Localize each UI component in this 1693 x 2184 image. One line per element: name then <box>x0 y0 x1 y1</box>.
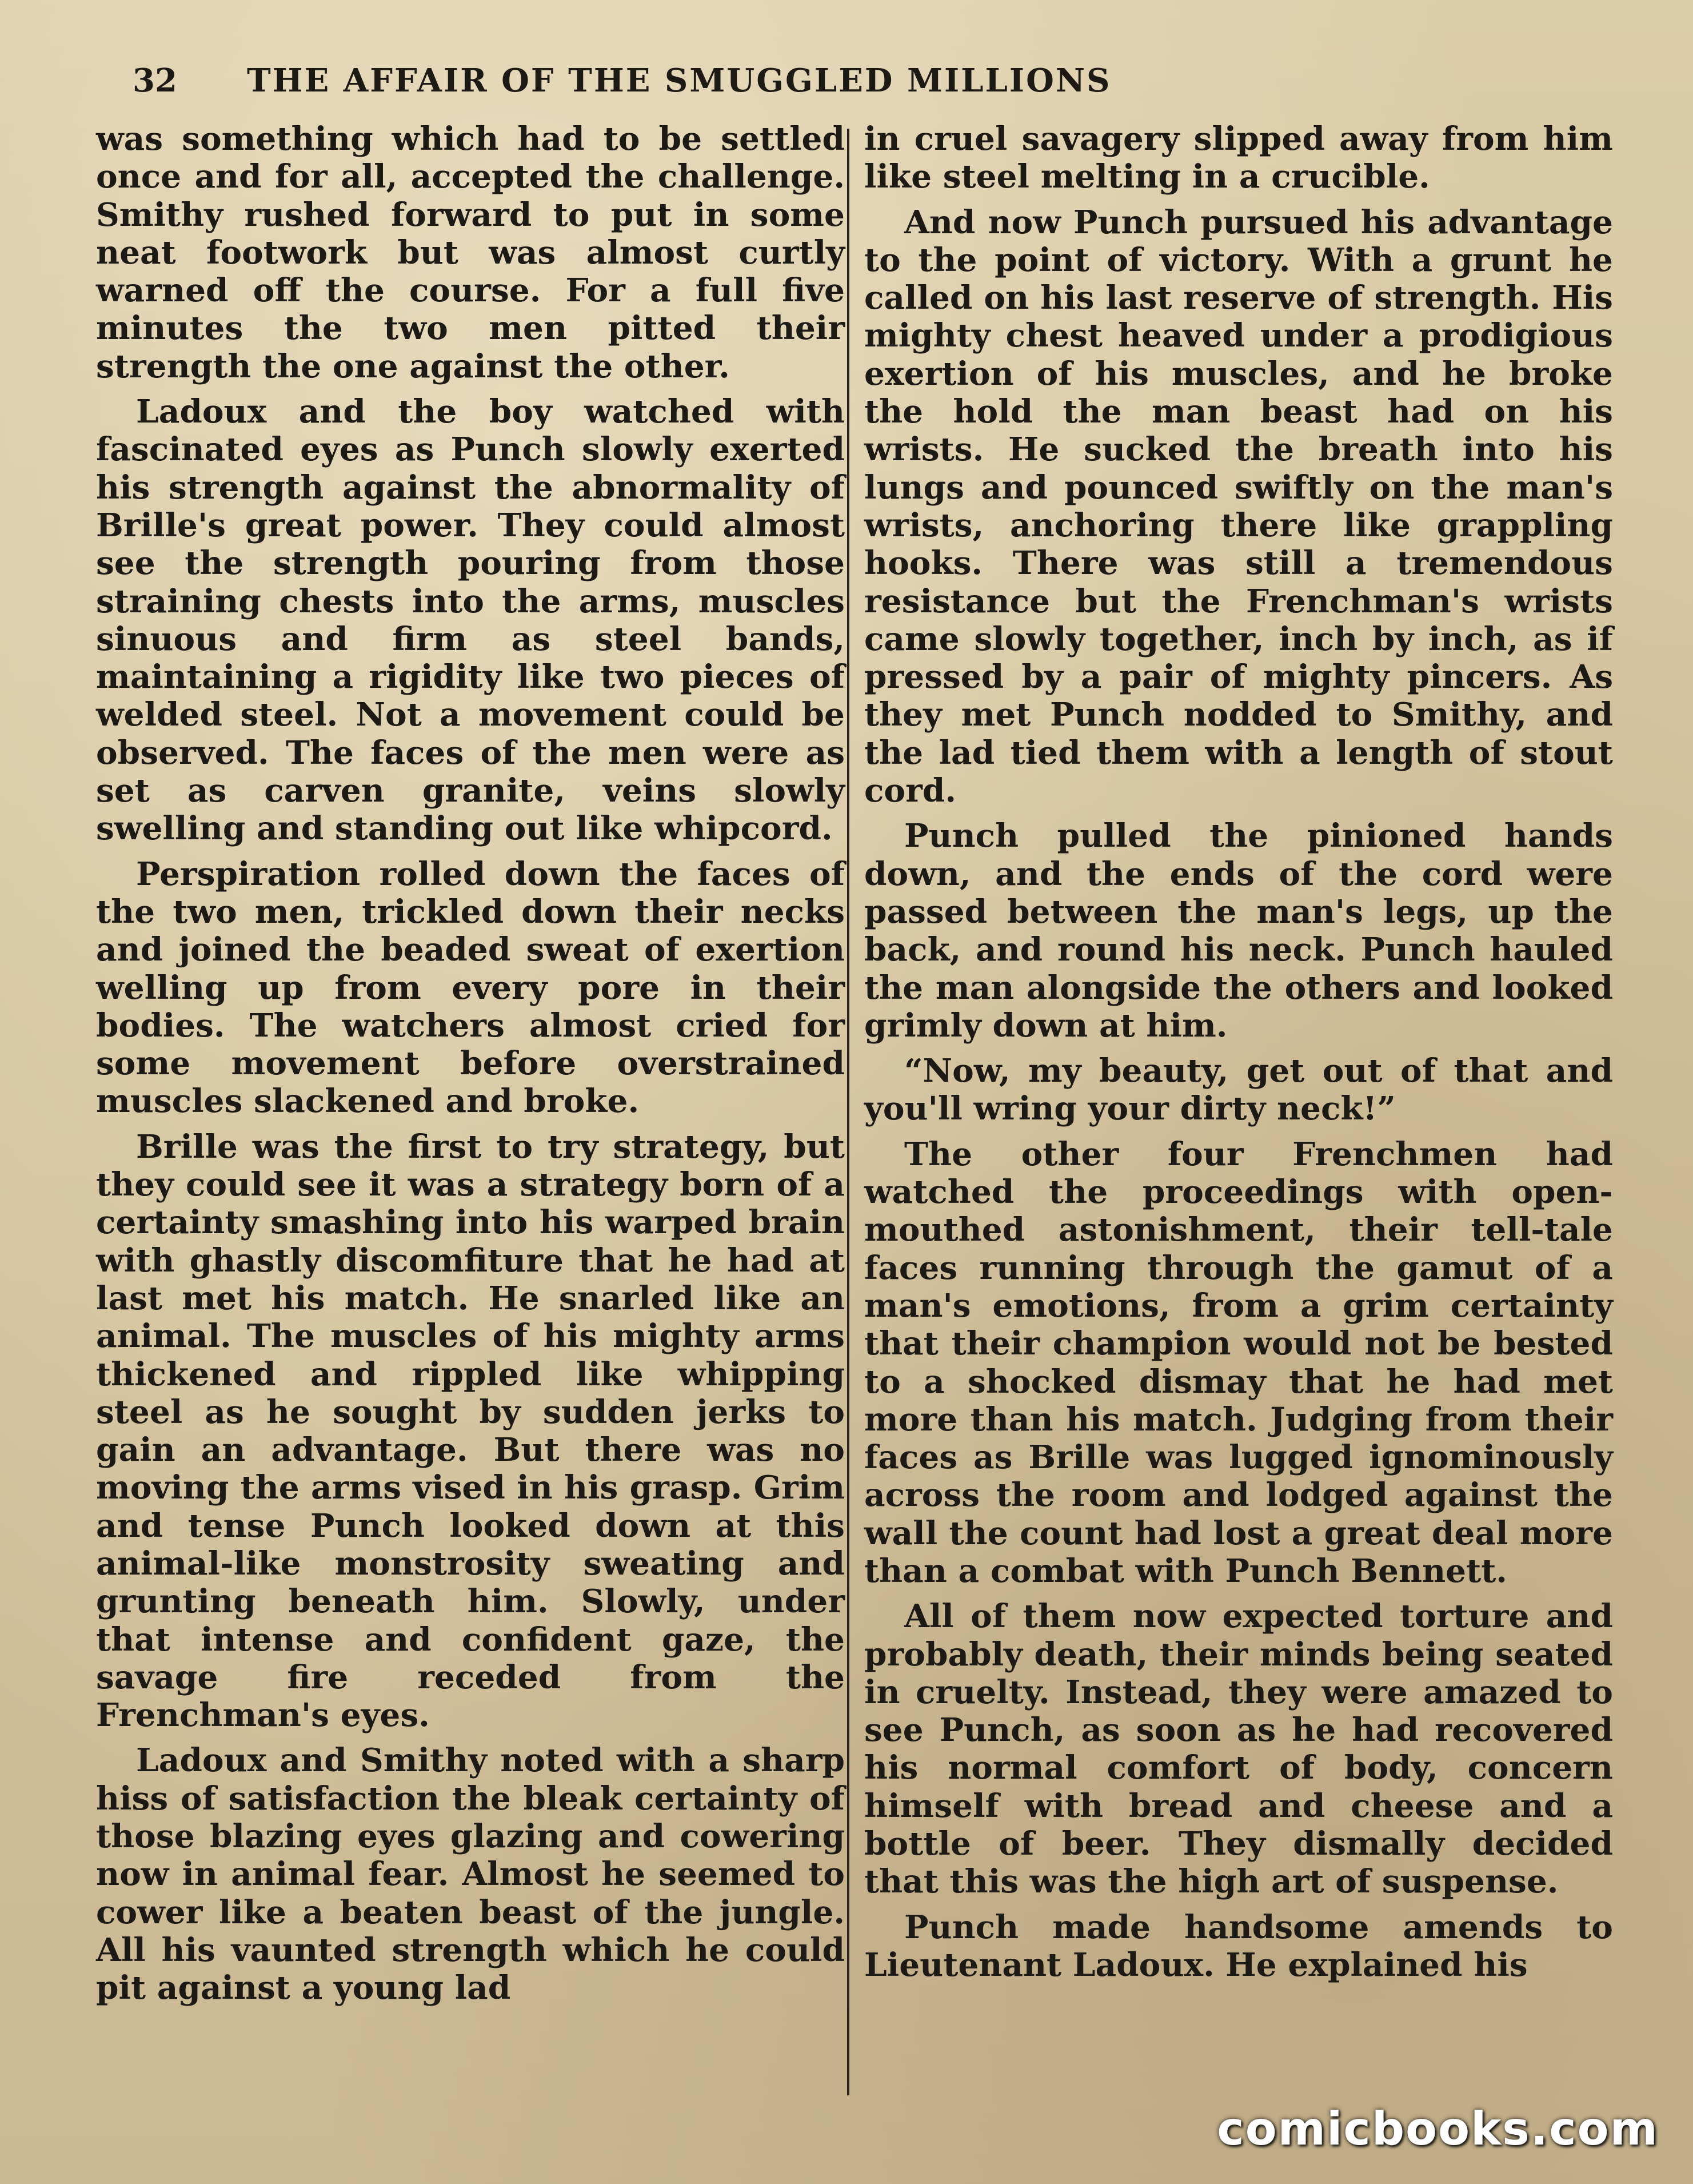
paragraph: And now Punch pursued his advantage to the point of victory. With a grunt he called on his last reserve of strength. His mighty chest heaved under a prodigious exertion of his muscles, and he broke the hold the man beast had on his wrists. He sucked the breath into his lungs and pounced swiftly on the man's wrists, anchoring there like grappling hooks. There was still a tremendous resistance but the Frenchman's wrists came slowly together, inch by inch, as if pressed by a pair of mighty pincers. As they met Punch nodded to Smithy, and the lad tied them with a length of stout cord. <box>864 203 1613 810</box>
running-title: THE AFFAIR OF THE SMUGGLED MILLIONS <box>247 62 1112 99</box>
page-header <box>133 55 1602 106</box>
watermark: comicbooks.com <box>1217 2102 1659 2155</box>
page-number: 32 <box>133 62 177 99</box>
paragraph: Punch pulled the pinioned hands down, and the ends of the cord were passed between the man's legs, up the back, and round his neck. Punch hauled the man alongside the others and looked grimly down at him. <box>864 817 1613 1045</box>
paragraph: in cruel savagery slipped away from him like steel melting in a crucible. <box>864 120 1613 196</box>
right-column <box>864 120 1613 1991</box>
left-column <box>96 120 845 2015</box>
paragraph: All of them now expected torture and probably death, their minds being seated in cruelty. Instead, they were amazed to see Punch, as soon as he had recovered his normal comfort of body, concern himself with bread and cheese and a bottle of beer. They dismally decided that this was the high art of suspense. <box>864 1597 1613 1901</box>
paragraph: Ladoux and the boy watched with fascinated eyes as Punch slowly exerted his strength against the abnormality of Brille's great power. They could almost see the strength pouring from those straining chests into the arms, muscles sinuous and firm as steel bands, maintaining a rigidity like two pieces of welded steel. Not a movement could be observed. The faces of the men were as set as carven granite, veins slowly swelling and standing out like whipcord. <box>96 393 845 848</box>
column-divider <box>847 129 849 2095</box>
paragraph: Punch made handsome amends to Lieutenant Ladoux. He explained his <box>864 1908 1613 1984</box>
paragraph: “Now, my beauty, get out of that and you'll wring your dirty neck!” <box>864 1052 1613 1128</box>
paragraph: Perspiration rolled down the faces of the two men, trickled down their necks and joined the beaded sweat of exertion welling up from every pore in their bodies. The watchers almost cried for some movement before overstrained muscles slackened and broke. <box>96 855 845 1121</box>
paragraph: Brille was the first to try strategy, but they could see it was a strategy born of a certainty smashing into his warped brain with ghastly discomfiture that he had at last met his match. He snarled like an animal. The muscles of his mighty arms thickened and rippled like whipping steel as he sought by sudden jerks to gain an advantage. But there was no moving the arms vised in his grasp. Grim and tense Punch looked down at this animal-like monstrosity sweating and grunting beneath him. Slowly, under that intense and confident gaze, the savage fire receded from the Frenchman's eyes. <box>96 1127 845 1735</box>
paragraph: Ladoux and Smithy noted with a sharp hiss of satisfaction the bleak certainty of those blazing eyes glazing and cowering now in animal fear. Almost he seemed to cower like a beaten beast of the jungle. All his vaunted strength which he could pit against a young lad <box>96 1741 845 2007</box>
paragraph: was something which had to be settled once and for all, accepted the challenge. Smithy rushed forward to put in some neat footwork but was almost curtly warned off the course. For a full five minutes the two men pitted their strength the one against the other. <box>96 120 845 385</box>
paragraph: The other four Frenchmen had watched the proceedings with open-mouthed astonishment, their tell-tale faces running through the gamut of a man's emotions, from a grim certainty that their champion would not be bested to a shocked dismay that he had met more than his match. Judging from their faces as Brille was lugged ignominously across the room and lodged against the wall the count had lost a great deal more than a combat with Punch Bennett. <box>864 1135 1613 1590</box>
